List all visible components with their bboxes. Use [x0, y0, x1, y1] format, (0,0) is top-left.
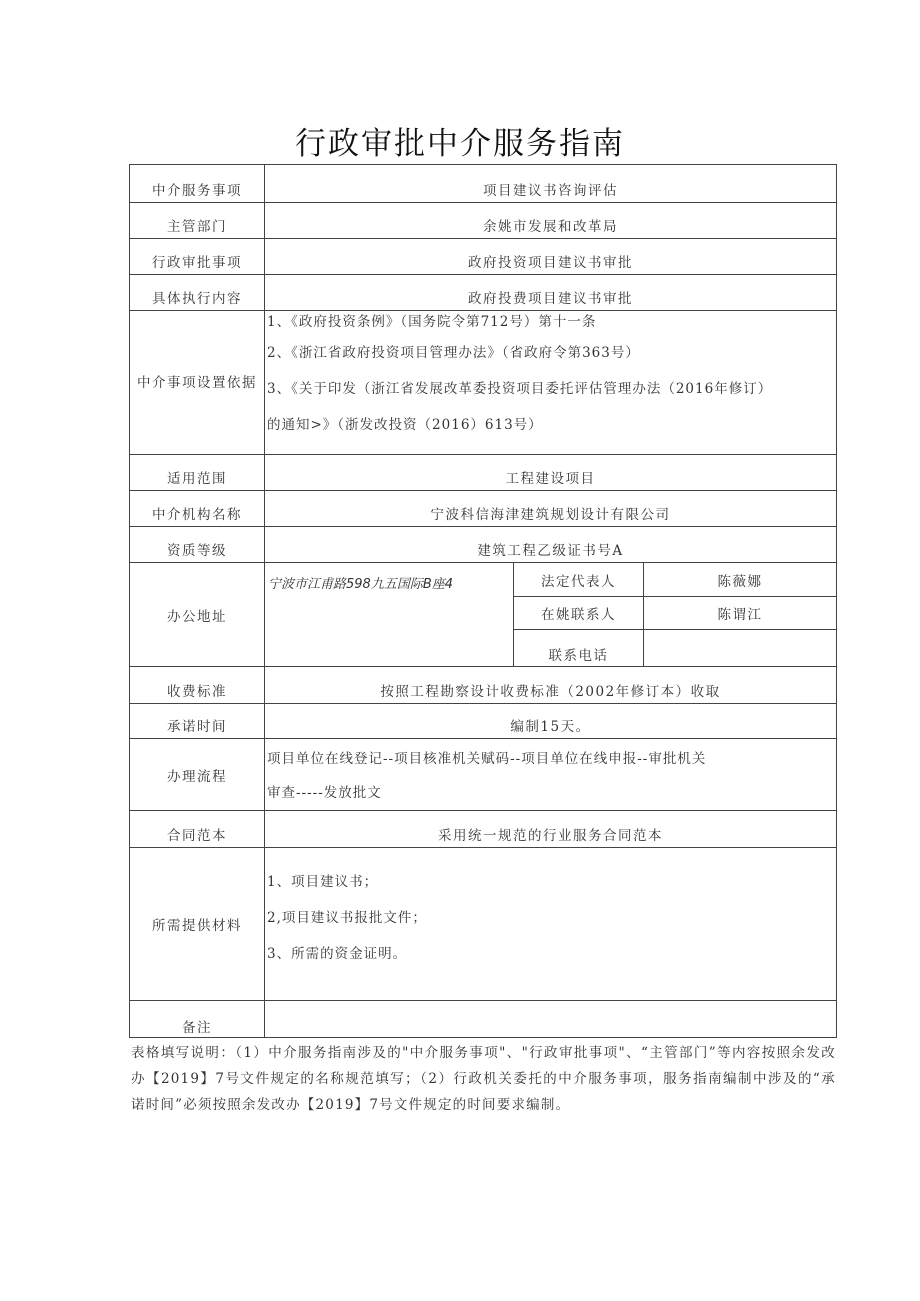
row-approval-item	[130, 239, 837, 275]
contract-label: 合同范本	[130, 811, 265, 848]
remarks-label: 备注	[130, 1001, 265, 1038]
department-label: 主管部门	[130, 203, 265, 239]
process-value	[265, 739, 837, 811]
row-basis	[130, 311, 837, 455]
office-label: 办公地址	[130, 563, 265, 667]
legal-rep-value: 陈薇娜	[644, 563, 837, 597]
row-office-1	[130, 563, 837, 597]
row-contract	[130, 811, 837, 848]
phone-label: 联系电话	[514, 630, 644, 667]
qualification-label: 资质等级	[130, 527, 265, 563]
row-scope	[130, 455, 837, 491]
row-agency	[130, 491, 837, 527]
basis-line: 3、《关于印发（浙江省发展改革委投资项目委托评估管理办法（2016年修订）	[267, 381, 773, 397]
materials-line: 3、所需的资金证明。	[267, 946, 408, 962]
service-item-value: 项目建议书咨询评估	[265, 165, 837, 203]
materials-line: 2,项目建议书报批文件；	[267, 910, 427, 926]
fee-value: 按照工程勘察设计收费标准（2002年修订本）收取	[265, 667, 837, 704]
basis-label: 中介事项设置依据	[130, 311, 265, 455]
process-label: 办理流程	[130, 739, 265, 811]
page-title: 行政审批中介服务指南	[295, 126, 625, 162]
materials-label: 所需提供材料	[130, 848, 265, 1001]
execution-value: 政府投费项目建议书审批	[265, 275, 837, 311]
filling-note: 表格填写说明：（1）中介服务指南涉及的"中介服务事项"、"行政审批事项"、“主管部门”等内容按照余发改办【2019】7号文件规定的名称规范填写；（2）行政机关委托的中介服务事项，服务指南编制中涉及的“承诺时间”必须按照余发改办【2019】7号文件规定的时间要求编制。	[131, 1045, 836, 1113]
remarks-value	[265, 1001, 837, 1038]
row-commitment	[130, 704, 837, 739]
row-materials	[130, 848, 837, 1001]
phone-value	[644, 630, 837, 667]
basis-value	[265, 311, 837, 455]
agency-value: 宁波科信海津建筑规划设计有限公司	[265, 491, 837, 527]
contract-value: 采用统一规范的行业服务合同范本	[265, 811, 837, 848]
materials-line: 1、项目建议书；	[267, 874, 379, 890]
basis-line: 2、《浙江省政府投资项目管理办法》（省政府令第363号）	[267, 345, 640, 361]
row-service-item	[130, 165, 837, 203]
service-item-label: 中介服务事项	[130, 165, 265, 203]
service-guide-table	[129, 164, 837, 1038]
department-value: 余姚市发展和改革局	[265, 203, 837, 239]
scope-label: 适用范围	[130, 455, 265, 491]
row-fee	[130, 667, 837, 704]
agency-label: 中介机构名称	[130, 491, 265, 527]
row-department	[130, 203, 837, 239]
execution-label: 具体执行内容	[130, 275, 265, 311]
process-line: 审查-----发放批文	[267, 785, 382, 801]
office-address: 宁波市江甫路598九五国际B座4	[265, 563, 514, 667]
approval-item-value: 政府投资项目建议书审批	[265, 239, 837, 275]
legal-rep-label: 法定代表人	[514, 563, 644, 597]
basis-line: 1、《政府投资条例》（国务院令第712号）第十一条	[267, 314, 597, 330]
row-remarks	[130, 1001, 837, 1038]
basis-line: 的通知>》（浙发改投资（2016）613号）	[267, 417, 543, 433]
scope-value: 工程建设项目	[265, 455, 837, 491]
row-process	[130, 739, 837, 811]
process-line: 项目单位在线登记--项目核准机关赋码--项目单位在线申报--审批机关	[267, 751, 707, 767]
materials-value	[265, 848, 837, 1001]
commitment-label: 承诺时间	[130, 704, 265, 739]
contact-label: 在姚联系人	[514, 597, 644, 630]
contact-value: 陈谓江	[644, 597, 837, 630]
fee-label: 收费标准	[130, 667, 265, 704]
approval-item-label: 行政审批事项	[130, 239, 265, 275]
row-qualification	[130, 527, 837, 563]
row-execution	[130, 275, 837, 311]
commitment-value: 编制15天。	[265, 704, 837, 739]
qualification-value: 建筑工程乙级证书号A	[265, 527, 837, 563]
